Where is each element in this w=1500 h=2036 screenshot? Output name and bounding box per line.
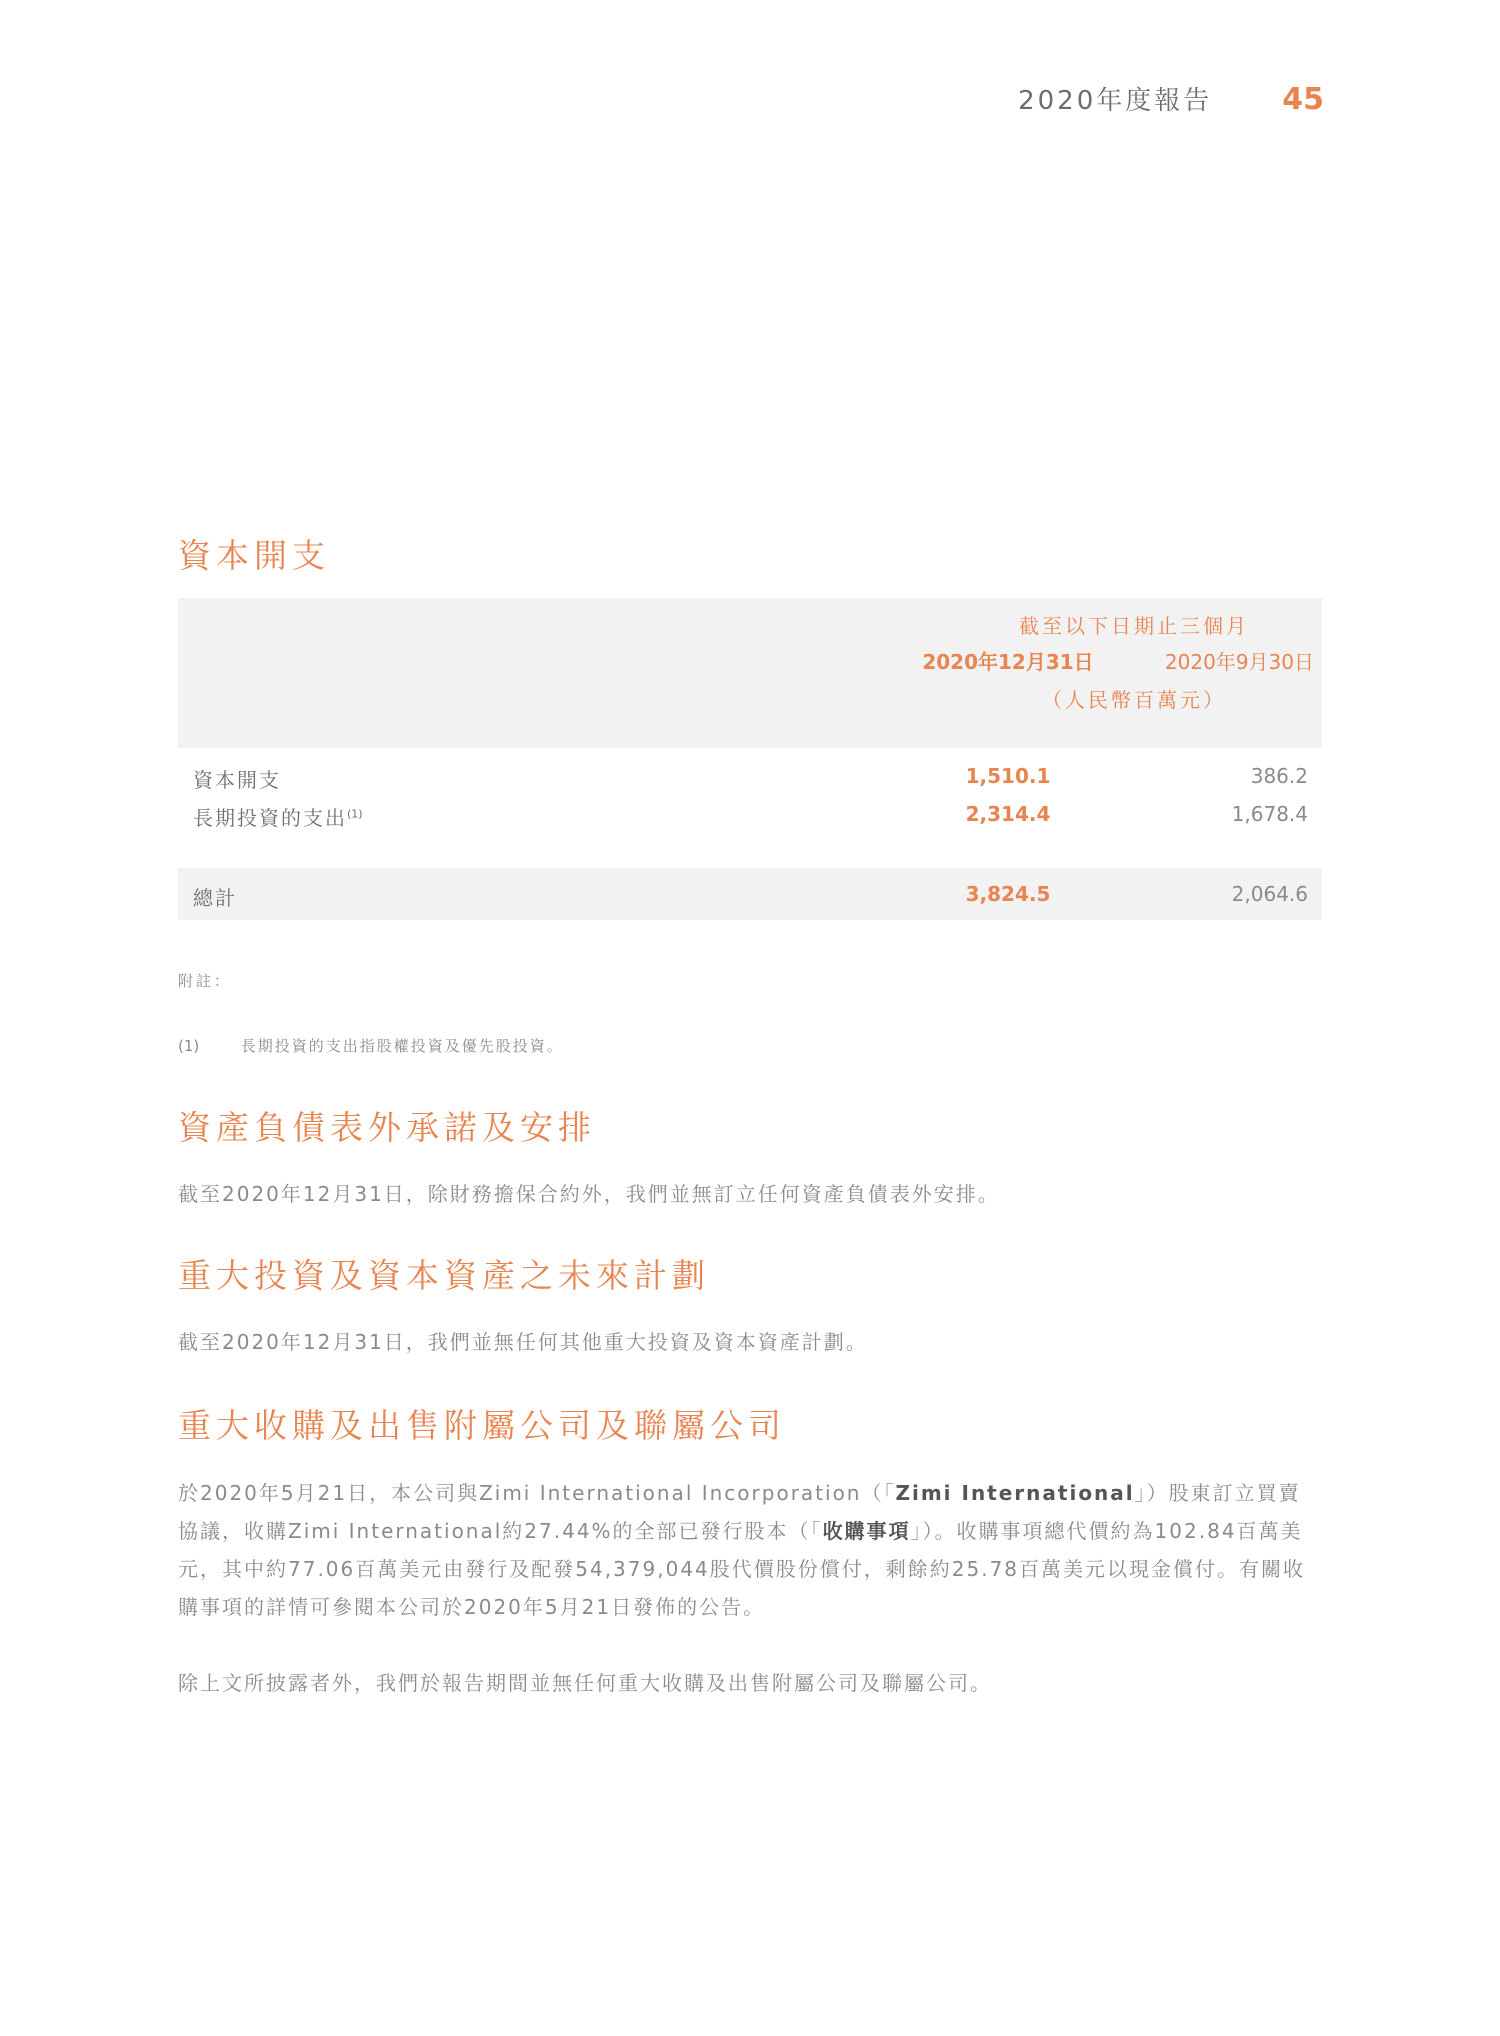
footnote bbox=[178, 1035, 564, 1056]
table-row bbox=[178, 756, 1322, 794]
total-value-dec: 3,824.5 bbox=[965, 882, 1051, 906]
acquisition-summary: 除上文所披露者外，我們於報告期間並無任何重大收購及出售附屬公司及聯屬公司。 bbox=[178, 1671, 992, 1695]
row-value-dec: 1,510.1 bbox=[965, 764, 1051, 788]
capex-title: 資本開支 bbox=[178, 536, 330, 575]
investment-title: 重大投資及資本資產之未來計劃 bbox=[178, 1256, 710, 1295]
offbalance-title: 資產負債表外承諾及安排 bbox=[178, 1108, 596, 1147]
row-value-dec: 2,314.4 bbox=[965, 802, 1051, 826]
footnote-number: (1) bbox=[178, 1037, 200, 1055]
row-label: 長期投資的支出$^{(1)}$ bbox=[193, 806, 363, 830]
column-header-sep: 2020年9月30日 bbox=[1164, 650, 1314, 674]
capex-table bbox=[178, 598, 1322, 920]
column-header-dec: 2020年12月31日 bbox=[922, 650, 1094, 674]
unit-label: （人民幣百萬元） bbox=[1042, 688, 1226, 712]
period-heading: 截至以下日期止三個月 bbox=[1019, 614, 1249, 638]
footnote-text: 長期投資的支出指股權投資及優先股投資。 bbox=[240, 1037, 564, 1055]
row-label: 資本開支 bbox=[193, 768, 281, 792]
total-label: 總計 bbox=[193, 886, 237, 910]
row-value-sep: 1,678.4 bbox=[1231, 802, 1308, 826]
investment-text: 截至2020年12月31日，我們並無任何其他重大投資及資本資產計劃。 bbox=[178, 1330, 868, 1354]
offbalance-text: 截至2020年12月31日，除財務擔保合約外，我們並無訂立任何資產負債表外安排。 bbox=[178, 1182, 1000, 1206]
page-header bbox=[1018, 80, 1324, 117]
notes-title: 附註： bbox=[178, 972, 233, 990]
total-value-sep: 2,064.6 bbox=[1231, 882, 1308, 906]
capex-table-header bbox=[178, 598, 1322, 748]
table-total-row bbox=[178, 868, 1322, 920]
acquisition-paragraph: 於2020年5月21日，本公司與Zimi International Incorporation（「Zimi International」）股東訂立買賣協議，收購Zimi International約27.44%的全部已發行股本（「收購事項」）。收購事項總代價約為102.84百萬美元，其中約77.06百萬美元由發行及配發54,379,044股代價股份償付，剩餘約25.78百萬美元以現金償付。有關收購事項的詳情可參閱本公司於2020年5月21日發佈的公告。 bbox=[178, 1481, 1306, 1619]
report-title: 2020年度報告 bbox=[1018, 86, 1213, 116]
table-row bbox=[178, 794, 1322, 832]
row-value-sep: 386.2 bbox=[1250, 764, 1308, 788]
acquisition-title: 重大收購及出售附屬公司及聯屬公司 bbox=[178, 1406, 786, 1445]
page-number: 45 bbox=[1282, 82, 1324, 117]
